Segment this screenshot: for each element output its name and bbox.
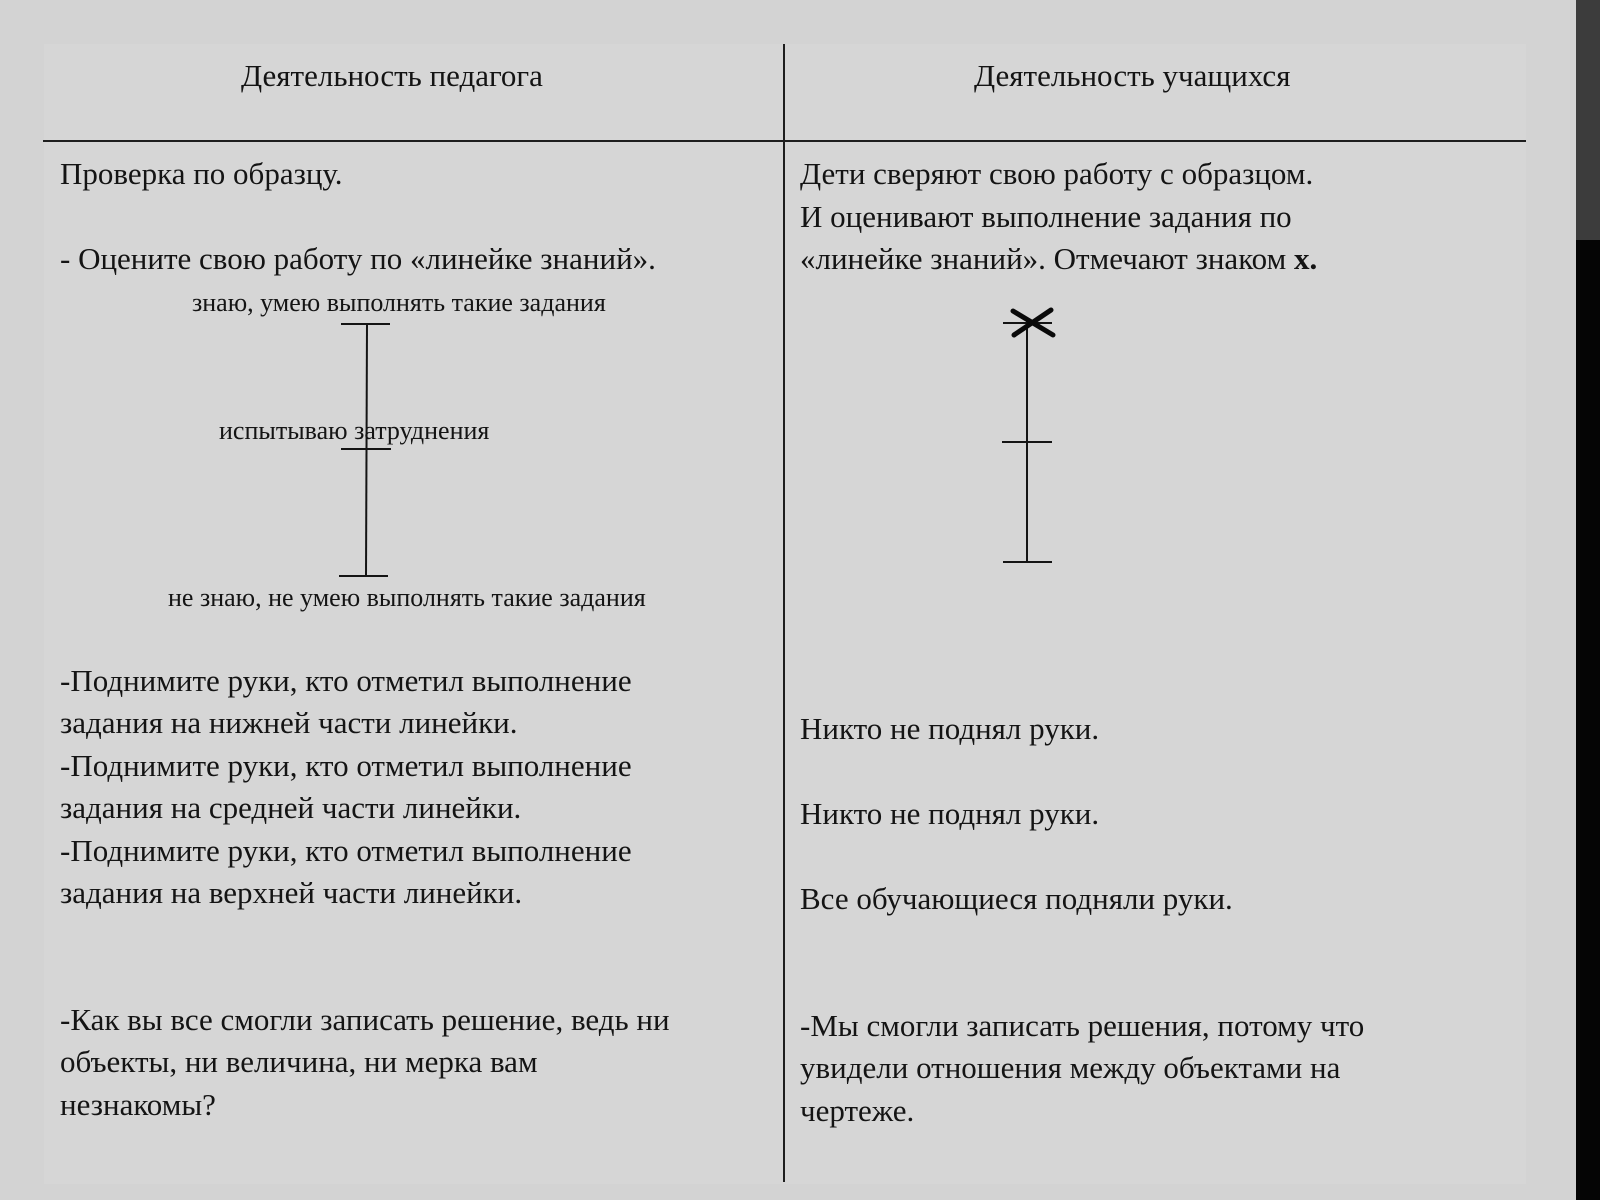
teacher-final-line-3: незнакомы?	[60, 1087, 216, 1122]
teacher-question-3-line-2: задания на верхней части линейки.	[60, 875, 523, 910]
teacher-question-2-line-2: задания на средней части линейки.	[60, 790, 522, 825]
teacher-knowledge-ruler	[339, 324, 391, 576]
students-knowledge-ruler	[1002, 318, 1052, 562]
students-line-2: И оценивают выполнение задания по	[800, 199, 1292, 234]
students-answer-1: Никто не поднял руки.	[800, 711, 1100, 746]
teacher-question-1-line-2: задания на нижней части линейки.	[60, 705, 518, 740]
teacher-final-line-1: -Как вы все смогли записать решение, ведь ни	[60, 1002, 670, 1037]
teacher-question-2-line-1: -Поднимите руки, кто отметил выполнение	[60, 748, 632, 783]
teacher-evaluate: - Оцените свою работу по «линейке знаний».	[60, 241, 656, 276]
ruler-label-bottom: не знаю, не умею выполнять такие задания	[168, 583, 646, 612]
ruler-label-middle: испытываю затруднения	[219, 416, 490, 445]
students-mark-symbol: х.	[1293, 241, 1318, 276]
students-final-line-3: чертеже.	[800, 1093, 915, 1128]
students-final-line-1: -Мы смогли записать решения, потому что	[800, 1008, 1365, 1043]
students-line-3-text: «линейке знаний». Отмечают знаком	[800, 241, 1294, 276]
header-students: Деятельность учащихся	[974, 58, 1291, 93]
students-answer-3: Все обучающиеся подняли руки.	[800, 881, 1233, 916]
teacher-question-3-line-1: -Поднимите руки, кто отметил выполнение	[60, 833, 632, 868]
header-teacher: Деятельность педагога	[241, 58, 543, 93]
students-final-line-2: увидели отношения между объектами на	[800, 1050, 1341, 1085]
teacher-question-1-line-1: -Поднимите руки, кто отметил выполнение	[60, 663, 632, 698]
students-answer-2: Никто не поднял руки.	[800, 796, 1100, 831]
teacher-final-line-2: объекты, ни величина, ни мерка вам	[60, 1044, 538, 1079]
ruler-label-top: знаю, умею выполнять такие задания	[192, 288, 606, 317]
students-line-1: Дети сверяют свою работу с образцом.	[800, 156, 1314, 191]
teacher-check: Проверка по образцу.	[60, 156, 343, 191]
